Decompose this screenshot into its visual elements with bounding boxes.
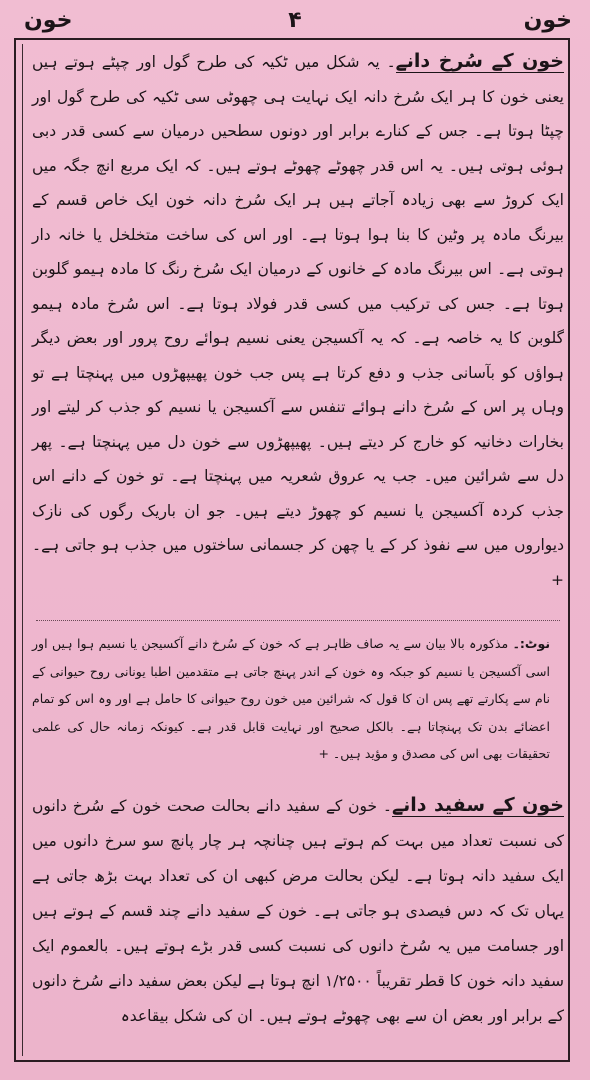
note-label: نوٹ:۔ <box>512 636 551 651</box>
section-white-corpuscles <box>32 788 564 1034</box>
note-divider <box>36 620 560 621</box>
section-body: ۔ خون کے سفید دانے بحالت صحت خون کے سُرخ دانوں کی نسبت تعداد میں بہت کم ہوتے ہیں چنانچہ ہر چار پانچ سو سرخ دانوں میں ایک سفید دانہ ہوتا ہے۔ لیکن بحالت مرض کبھی ان کی تعداد بہت بڑھ جاتی ہے یہاں تک کہ دس فیصدی ہو جاتی ہے۔ خون کے سفید دانے چند قسم کے ہوتے ہیں اور جسامت میں یہ سُرخ دانوں کی نسبت کسی قدر بڑے ہوتے ہیں۔ بالعموم ایک سفید دانہ خون کا قطر تقریباً ۱/۲۵۰۰ انچ ہوتا ہے لیکن بعض سفید دانے سُرخ دانوں کے برابر اور بعض ان سے بھی چھوٹے ہوتے ہیں۔ ان کی شکل بیقاعدہ <box>32 797 564 1025</box>
section-red-corpuscles <box>32 44 564 597</box>
page-header <box>14 6 576 36</box>
section-heading: خون کے سفید دانے <box>391 794 564 816</box>
section-heading: خون کے سُرخ دانے <box>395 50 564 72</box>
footnote <box>32 630 550 768</box>
running-title-left: خون <box>24 8 73 33</box>
section-body: ۔ یہ شکل میں ٹکیہ کی طرح گول اور چپٹے ہوتے ہیں یعنی خون کا ہر ایک سُرخ دانہ ایک نہایت ہی چھوٹی سی ٹکیہ کی طرح گول اور چپٹا ہوتا ہے۔ جس کے کنارے برابر اور دونوں سطحیں درمیان سے کسی قدر دبی ہوئی ہوتی ہیں۔ یہ اس قدر چھوٹے چھوٹے ہوتے ہیں۔ کہ ایک مربع انچ جگہ میں ایک کروڑ سے بھی زیادہ آجاتے ہیں ہر ایک سُرخ دانہ خون ایک خاص قسم کے بیرنگ مادہ پر وٹین کا بنا ہوا ہوتا ہے۔ اور اس کی ساخت متخلخل یا خانہ دار ہوتی ہے۔ اس بیرنگ مادہ کے خانوں کے درمیان ایک سُرخ رنگ کا مادہ ہیمو گلوبن ہوتا ہے۔ جس کی ترکیب میں کسی قدر فولاد ہوتا ہے۔ اس سُرخ مادہ ہیمو گلوبن کا یہ خاصہ ہے۔ کہ یہ آکسیجن یعنی نسیم ہوائے روح پرور اور بعض دیگر ہواؤں کو بآسانی جذب و دفع کرتا ہے پس جب خون پھیپھڑوں میں پہنچتا ہے تو وہاں پر اس کے سُرخ دانے ہوائے تنفس سے آکسیجن یا نسیم کو جذب کر لیتے اور بخارات دخانیہ کو خارج کر دیتے ہیں۔ پھیپھڑوں سے خون دل میں پہنچتا ہے۔ پھر دل سے شرائین میں۔ جب یہ عروق شعریہ میں پہنچتا ہے۔ تو خون کے دانے اس جذب کردہ آکسیجن یا نسیم کو چھوڑ دیتے ہیں۔ جو ان باریک رگوں کی نازک دیواروں میں سے نفوذ کر کے یا چھن کر جسمانی ساختوں میں جذب ہو جاتی ہے۔ + <box>32 53 564 589</box>
note-body: مذکورہ بالا بیان سے یہ صاف ظاہر ہے کہ خون کے سُرخ دانے آکسیجن یا نسیم ہوا ہیں اور اسی آکسیجن یا نسیم کو جبکہ وہ خون کے اندر پہنچ جاتی ہے متقدمین اطبا یونانی روح حیوانی کے نام سے پکارتے تھے پس ان کا قول کہ شرائین میں خون روح حیوانی کا حامل ہے اور وہ اس کو تمام اعضائے بدن تک پہنچاتا ہے۔ بالکل صحیح اور نہایت قابل قدر ہے۔ کیونکہ زمانہ حال کی علمی تحقیقات بھی اس کی مصدق و مؤید ہیں۔ + <box>32 636 550 761</box>
running-title-right: خون <box>523 8 572 33</box>
page-number: ۴ <box>288 8 302 33</box>
